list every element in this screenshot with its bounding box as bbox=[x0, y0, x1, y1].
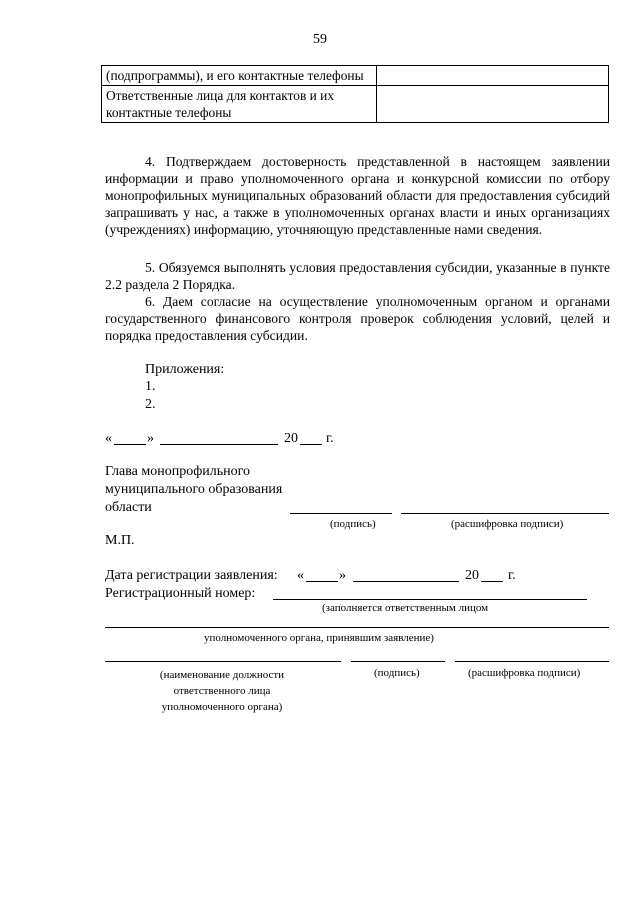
table-cell-value bbox=[376, 66, 608, 86]
registration-number-blank bbox=[273, 599, 587, 600]
contacts-table bbox=[101, 65, 609, 123]
table-cell-label: (подпрограммы), и его контактные телефоны bbox=[102, 66, 377, 86]
date-year-blank bbox=[300, 444, 322, 445]
head-title-line: Глава монопрофильного bbox=[105, 464, 251, 479]
filled-by-caption: (заполняется ответственным лицом bbox=[322, 602, 489, 614]
head-decoding-blank bbox=[401, 513, 609, 514]
page-number: 59 bbox=[313, 32, 327, 47]
table-cell-label: Ответственные лица для контактов и их контактные телефоны bbox=[102, 86, 377, 123]
table-cell-value bbox=[376, 86, 608, 123]
paragraph-4: 4. Подтверждаем достоверность представленной в настоящем заявлении информации и право уполномоченного органа и конкурсной комиссии по отбору монопрофильных муниципальных образований области для предоставления субсидий запрашивать у нас, а также в уполномоченных органах власти и иных организациях (учреждениях) информацию, уточняющую представленные нами сведения. bbox=[105, 154, 610, 237]
date-year-prefix: 20 bbox=[284, 431, 298, 446]
authority-blank bbox=[105, 627, 609, 628]
attachments-title: Приложения: bbox=[145, 362, 225, 377]
attachment-item: 1. bbox=[145, 379, 156, 394]
reg-date-quote-open: « bbox=[297, 568, 304, 583]
table-row bbox=[102, 66, 609, 86]
signature-caption: (подпись) bbox=[330, 518, 376, 530]
reg-date-quote-close: » bbox=[339, 568, 346, 583]
date-month-blank bbox=[160, 444, 278, 445]
date-quote-open: « bbox=[105, 431, 112, 446]
date-day-blank bbox=[114, 444, 146, 445]
position-blank bbox=[105, 661, 341, 662]
reg-date-day-blank bbox=[306, 581, 338, 582]
position-caption: (наименование должности ответственного лица уполномоченного органа) bbox=[159, 669, 285, 713]
reg-date-year-suffix: г. bbox=[508, 568, 516, 583]
attachment-item: 2. bbox=[145, 397, 156, 412]
stamp-label: М.П. bbox=[105, 533, 135, 548]
date-quote-close: » bbox=[147, 431, 154, 446]
reg-date-month-blank bbox=[353, 581, 459, 582]
date-year-suffix: г. bbox=[326, 431, 334, 446]
authority-caption: уполномоченного органа, принявшим заявление) bbox=[204, 632, 434, 644]
decoding-caption: (расшифровка подписи) bbox=[451, 518, 564, 530]
reg-signature-caption: (подпись) bbox=[374, 667, 420, 679]
head-signature-blank bbox=[290, 513, 392, 514]
reg-decoding-caption: (расшифровка подписи) bbox=[468, 667, 581, 679]
paragraph-5: 5. Обязуемся выполнять условия предоставления субсидии, указанные в пункте 2.2 раздела 2 Порядка. bbox=[105, 260, 610, 292]
head-title-line: области bbox=[105, 500, 152, 515]
head-title-line: муниципального образования bbox=[105, 482, 283, 497]
reg-decoding-blank bbox=[455, 661, 609, 662]
reg-date-year-prefix: 20 bbox=[465, 568, 479, 583]
registration-number-label: Регистрационный номер: bbox=[105, 586, 256, 601]
reg-date-year-blank bbox=[481, 581, 503, 582]
paragraph-6: 6. Даем согласие на осуществление уполномоченным органом и органами государственного финансового контроля проверок соблюдения условий, целей и порядка предоставления субсидии. bbox=[105, 294, 610, 343]
reg-signature-blank bbox=[351, 661, 445, 662]
registration-date-label: Дата регистрации заявления: bbox=[105, 568, 278, 583]
table-row bbox=[102, 86, 609, 123]
